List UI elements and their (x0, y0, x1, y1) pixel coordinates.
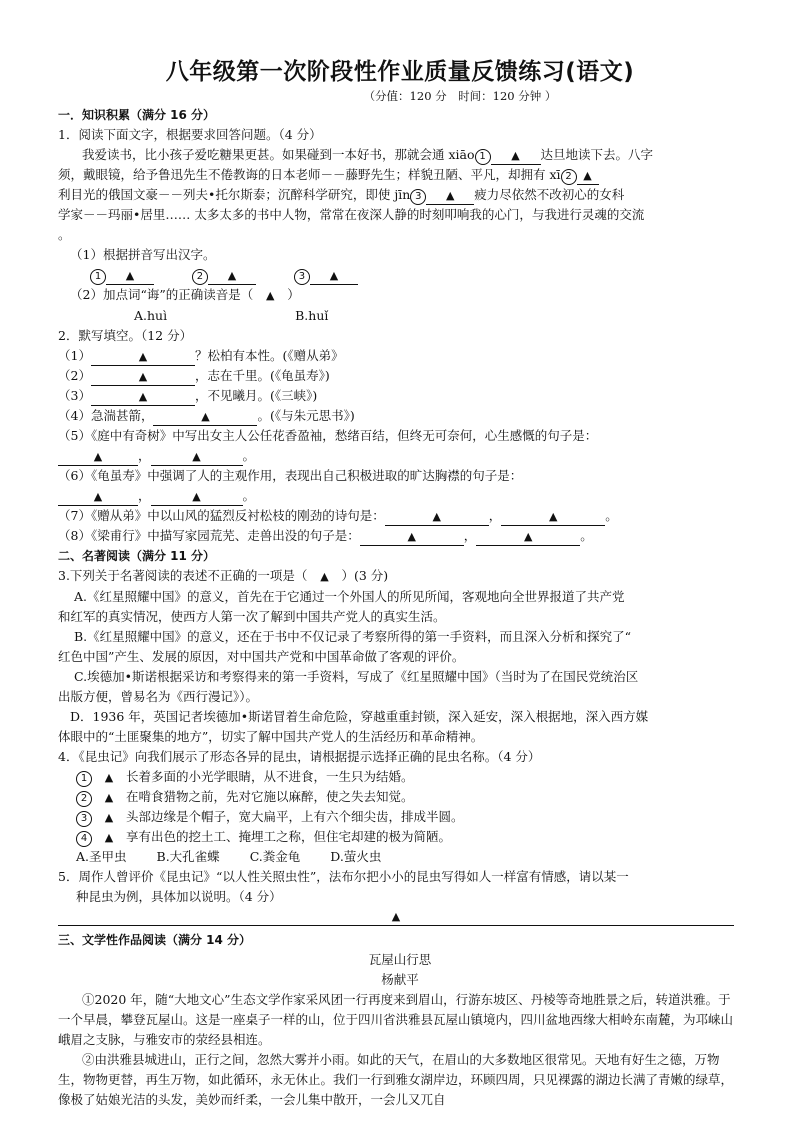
q2-blank-8b[interactable]: ▲ (476, 528, 580, 546)
q2-line-1: （1） ▲ ？松柏有本性。(《赠从弟》 (58, 346, 742, 366)
article-paragraph-2: ②由洪雅县城进山，正行之间，忽然大雾并小雨。如此的天气，在眉山的大多数地区很常见。天地有好生之德，万物生，物物更替，再生万物，如此循环，永无休止。我们一行到雅女湖岸边，环顾四周，只见裸露的湖边长满了青嫩的绿草，像极了姑娘光洁的头发，美妙而纤柔，一会儿集中散开，一会儿又兀自 (58, 1052, 734, 1107)
q1-sub-2-options (58, 306, 742, 326)
q3-option-b-line-2: 红色中国”产生、发展的原因，对中国共产党和中国革命做了客观的评价。 (58, 649, 465, 664)
choice-c[interactable]: C.粪金龟 (249, 849, 301, 864)
article-title: 瓦屋山行思 (368, 952, 432, 967)
circle-number-2: 2 (561, 169, 577, 185)
q4-blank-3[interactable]: ▲ (104, 811, 114, 824)
q3-answer[interactable]: ▲ (320, 570, 329, 583)
q2-line-6: （6）《龟虽寿》中强调了人的主观作用，表现出自己积极进取的旷达胸襟的句子是： (58, 468, 523, 483)
q2-line-3: （3） ▲ ，不见曦月。(《三峡》) (58, 386, 742, 406)
q2-blank-1[interactable]: ▲ (91, 348, 195, 366)
q2-line-8: （8）《梁甫行》中描写家园荒芜、走兽出没的句子是： ▲ ， ▲ 。 (58, 526, 742, 546)
q1-passage-line-2: 须，戴眼镜，给予鲁迅先生不倦教诲的日本老师－－藤野先生；样貌丑陋、平凡，却拥有 xī 2 ▲ (58, 165, 742, 185)
article-paragraph-1: ①2020 年，随“大地文心”生态文学作家采风团一行再度来到眉山，行游东坡区、丹棱等奇地胜景之后，转道洪雅。于一个早晨，攀登瓦屋山。这是一座桌子一样的山，位于四川省洪雅县瓦屋山镇境内，四川盆地西缘大相岭东南麓，为邛崃山峨眉之支脉，与雅安市的荥经县相连。 (58, 992, 734, 1047)
q2-blank-5b[interactable]: ▲ (151, 448, 243, 466)
q4-stem: 4．《昆虫记》向我们展示了形态各异的昆虫，请根据提示选择正确的昆虫名称。（4 分） (58, 749, 541, 764)
choice-a[interactable]: A.圣甲虫 (76, 849, 127, 864)
q2-blank-8a[interactable]: ▲ (360, 528, 464, 546)
q5-line-2: 种昆虫为例，具体加以说明。（4 分） (76, 889, 282, 904)
q4-item-4: 4 ▲ 享有出色的挖土工、掩埋工之称，但住宅却建的极为简陋。 (58, 827, 742, 847)
q4-blank-4[interactable]: ▲ (104, 831, 114, 844)
q2-blank-3[interactable]: ▲ (91, 388, 195, 406)
q1-blank-1[interactable]: ▲ (491, 147, 541, 165)
q2-blank-2[interactable]: ▲ (91, 368, 195, 386)
q1-blank-3[interactable]: ▲ (426, 187, 474, 205)
q4-item-1: 1 ▲ 长着多面的小光学眼睛，从不进食，一生只为结婚。 (58, 767, 742, 787)
option-a[interactable]: A.huì (134, 308, 168, 323)
circle-number-3: 3 (410, 189, 426, 205)
q1-passage-line-4: 学家－－玛丽•居里…… 太多太多的书中人物，常常在夜深人静的时刻叩响我的心门，与我进行灵魂的交流 (58, 207, 645, 222)
q2-line-5: （5）《庭中有奇树》中写出女主人公任花香盈袖，愁绪百结，但终无可奈何，心生感慨的句子是： (58, 428, 598, 443)
q5-line-1: 5．周作人曾评价《昆虫记》“以人性关照虫性”，法布尔把小小的昆虫写得如人一样富有情感，请以某一 (58, 869, 629, 884)
q4-item-3: 3 ▲ 头部边缘是个帽子，宽大扁平，上有六个细尖齿，排成半圆。 (58, 807, 742, 827)
q4-choices (58, 847, 742, 867)
q3-option-a-line-1: A.《红星照耀中国》的意义，首先在于它通过一个外国人的所见所闻，客观地向全世界报道了共产党 (74, 589, 625, 604)
score-time-info: （分值：120 分 时间：120 分钟 ） (363, 89, 557, 103)
q1-sub-2-answer[interactable]: ▲ (266, 289, 275, 302)
circle-number-1: 1 (475, 149, 491, 165)
q3-option-d-line-2: 体眼中的“土匪聚集的地方”，切实了解中国共产党人的生活经历和革命精神。 (58, 729, 484, 744)
q2-line-6-answers: ▲ ， ▲ 。 (58, 486, 742, 506)
q2-blank-7a[interactable]: ▲ (385, 508, 489, 526)
q1-passage-line-5: 。 (58, 227, 71, 242)
answer-blank-1[interactable]: ▲ (106, 267, 154, 285)
q3-stem: 3.下列关于名著阅读的表述不正确的一项是（ ▲ ）(3 分) (58, 566, 742, 587)
q3-option-c-line-1: C.埃德加•斯诺根据采访和考察得来的第一手资料，写成了《红星照耀中国》（当时为了在国民党统治区 (74, 669, 639, 684)
q3-option-b-line-1: B.《红星照耀中国》的意义，还在于书中不仅记录了考察所得的第一手资料，而且深入分析和探究了“ (74, 629, 632, 644)
q5-answer-line[interactable]: ▲ (58, 907, 734, 926)
q2-line-7: （7）《赠从弟》中以山风的猛烈反衬松枝的刚劲的诗句是： ▲ ， ▲ 。 (58, 506, 742, 526)
exam-page (58, 56, 742, 1110)
section-3-heading: 三、文学性作品阅读（满分 14 分） (58, 933, 252, 947)
q1-stem: 1．阅读下面文字，根据要求回答问题。（4 分） (58, 127, 322, 142)
q1-sub-1-blanks: 1 ▲ 2 ▲ 3 ▲ (58, 265, 742, 285)
q2-blank-6b[interactable]: ▲ (151, 488, 243, 506)
q4-blank-2[interactable]: ▲ (104, 791, 114, 804)
q1-blank-2[interactable]: ▲ (577, 167, 599, 185)
q3-option-d-line-1: D．1936 年，英国记者埃德加•斯诺冒着生命危险，穿越重重封锁，深入延安，深入根据地，深入西方媒 (70, 709, 649, 724)
q1-passage-line-1: 我爱读书，比小孩子爱吃糖果更甚。如果碰到一本好书，那就会通 xiāo 1 ▲ 达旦地读下去。八字 (58, 145, 742, 165)
q3-option-c-line-2: 出版方便，曾易名为《西行漫记》）。 (58, 689, 259, 704)
q1-sub-1: （1）根据拼音写出汉字。 (70, 247, 216, 262)
answer-blank-3[interactable]: ▲ (310, 267, 358, 285)
q2-blank-6a[interactable]: ▲ (58, 488, 138, 506)
section-2-heading: 二、名著阅读（满分 11 分） (58, 549, 216, 563)
q2-blank-5a[interactable]: ▲ (58, 448, 138, 466)
answer-blank-2[interactable]: ▲ (208, 267, 256, 285)
choice-b[interactable]: B.大孔雀蝶 (156, 849, 220, 864)
q2-line-4: （4）急湍甚箭， ▲ 。(《与朱元思书》) (58, 406, 742, 426)
page-title: 八年级第一次阶段性作业质量反馈练习(语文) (165, 59, 635, 85)
q1-passage-line-3: 利目光的俄国文豪－－列夫•托尔斯泰；沉醉科学研究，即使 jīn 3 ▲ 疲力尽依然不改初心的女科 (58, 185, 742, 205)
q1-sub-2: （2）加点词“诲”的正确读音是（ ▲ ） (58, 285, 742, 306)
q4-item-2: 2 ▲ 在啃食猎物之前，先对它施以麻醉，使之失去知觉。 (58, 787, 742, 807)
q2-stem: 2．默写填空。（12 分） (58, 328, 193, 343)
q2-line-5-answers: ▲ ， ▲ 。 (58, 446, 742, 466)
q3-option-a-line-2: 和红军的真实情况，使西方人第一次了解到中国共产党人的真实生活。 (58, 609, 446, 624)
q2-blank-4[interactable]: ▲ (153, 408, 257, 426)
choice-d[interactable]: D.萤火虫 (330, 849, 382, 864)
q2-line-2: （2） ▲ ，志在千里。(《龟虽寿》) (58, 366, 742, 386)
section-1-heading: 一．知识积累（满分 16 分） (58, 108, 216, 122)
q4-blank-1[interactable]: ▲ (104, 771, 114, 784)
article-author: 杨献平 (381, 972, 419, 987)
q2-blank-7b[interactable]: ▲ (501, 508, 605, 526)
option-b[interactable]: B.huǐ (295, 308, 329, 323)
